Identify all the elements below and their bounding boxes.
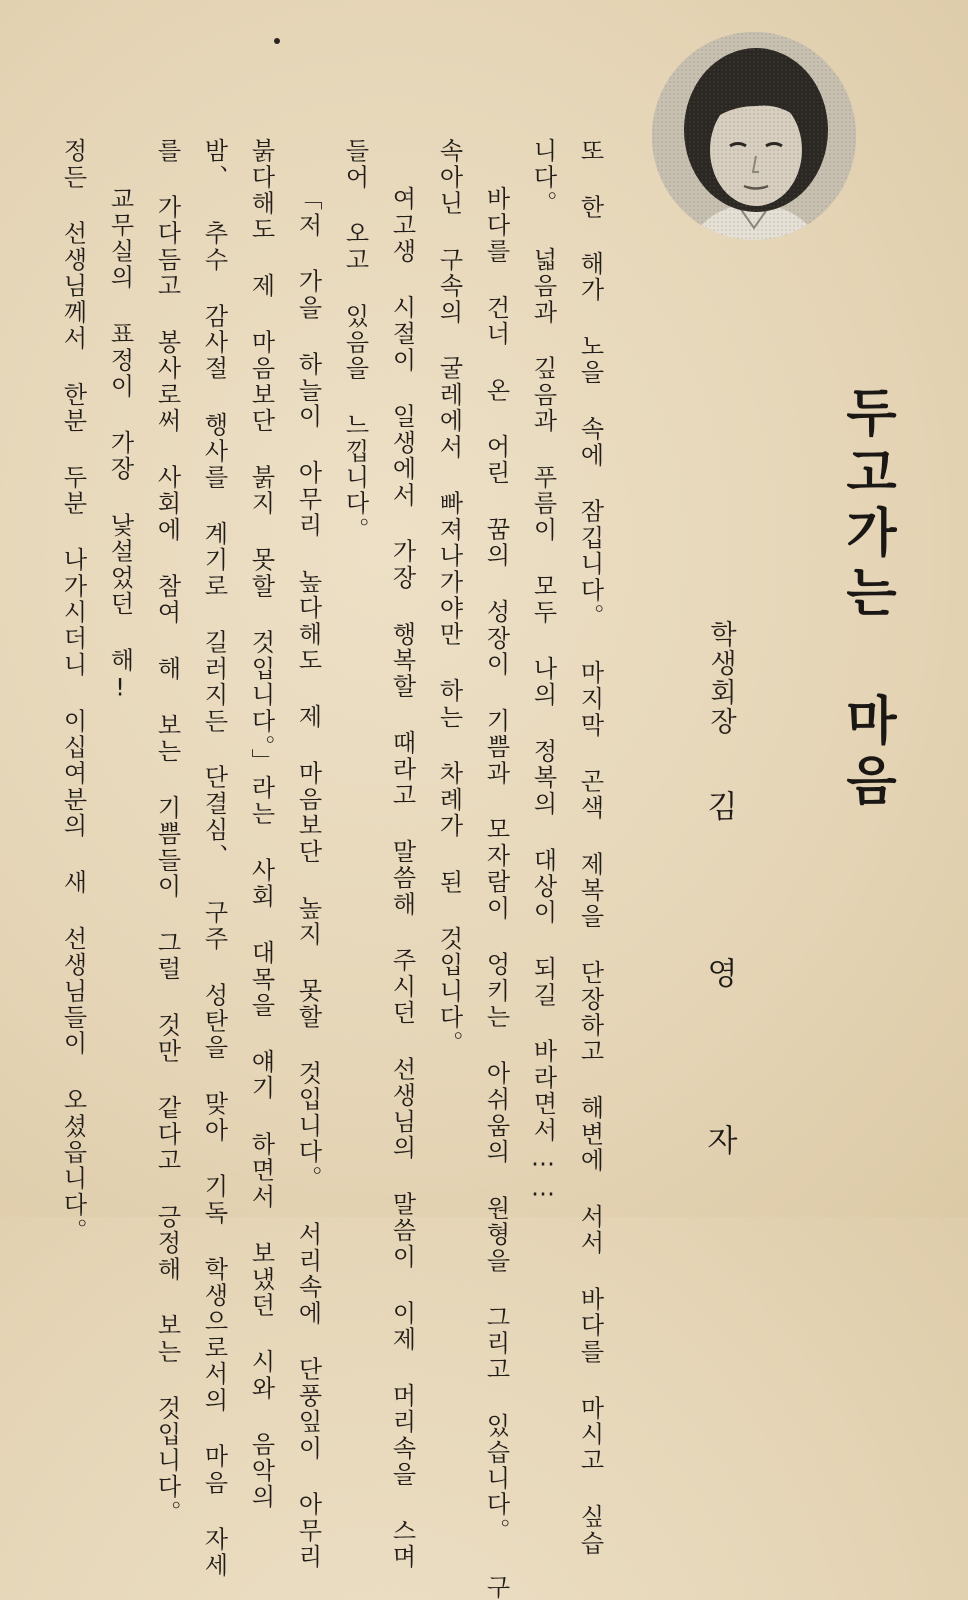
author-name: 김영자 (701, 790, 737, 1291)
body-line: 붉다해도 제 마음보단 붉지 못할 것입니다。」라는 사회 대목을 얘기 하면서 보냈던 시와 음악의 (247, 138, 275, 1511)
body-line: 들어 오고 있음을 느낍니다。 (341, 138, 369, 543)
body-line: 밤、 추수 감사절 행사를 계기로 길러지든 단결심、 구주 성탄을 맞아 기독 학생으로서의 마음 자세 (200, 138, 228, 1579)
body-line: 여고생 시절이 일생에서 가장 행복할 때라고 말씀해 주시던 선생님의 말씀이 이제 머리속을 스며 (388, 186, 416, 1571)
ink-dot (274, 38, 280, 44)
body-line: 바다를 건너 온 어린 꿈의 성장이 기쁨과 모자람이 엉키는 아쉬움의 원형을 그리고 있습니다。 구 (482, 186, 510, 1600)
body-line: 를 가다듬고 봉사로써 사회에 참여 해 보는 기쁨들이 그럴 것만 같다고 긍정해 보는 것입니다。 (153, 138, 181, 1527)
author-role: 학생회장 (705, 620, 736, 736)
body-line: 니다。 넓음과 깊음과 푸름이 모두 나의 정복의 대상이 되길 바라면서…… (529, 138, 557, 1204)
body-line: 정든 선생님께서 한분 두분 나가시더니 이십여분의 새 선생님들이 오셨읍니다。 (59, 138, 87, 1245)
body-line: 속아닌 구속의 굴레에서 빠져나가야만 하는 차례가 된 것입니다。 (435, 138, 463, 1057)
body-line: 「저 가을 하늘이 아무리 높다해도 제 마음보단 높지 못할 것입니다。 서리속에 단풍잎이 아무리 (294, 186, 322, 1571)
body-line: 또 한 해가 노을 속에 잠깁니다。 마지막 곤색 제복을 단장하고 해변에 서서 바다를 마시고 싶습 (576, 138, 604, 1557)
author-portrait-photo (652, 32, 856, 240)
body-line: 교무실의 표정이 가장 낯설었던 해! (106, 186, 134, 704)
article-title: 두고가는 마음 (836, 385, 896, 813)
